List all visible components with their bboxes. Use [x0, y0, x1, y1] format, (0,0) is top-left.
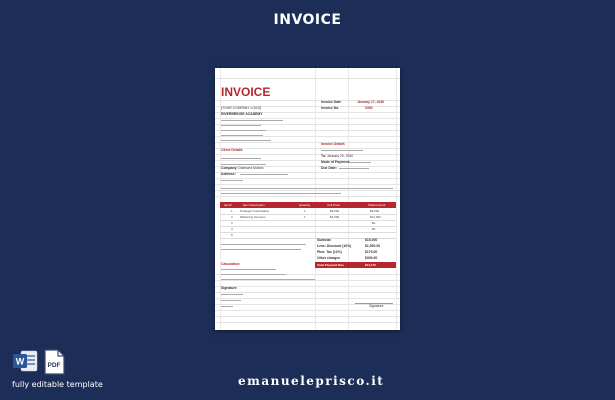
total-due-bar — [315, 262, 396, 268]
client-address: Address: — [221, 172, 236, 176]
discount-label: Less: Discount (10%) — [317, 244, 352, 248]
row-total: $0 — [372, 227, 376, 231]
client-section-label: Client Details — [221, 148, 243, 152]
invoice-heading: INVOICE — [221, 85, 271, 99]
brand-logo-text[interactable]: emanueleprisco.it — [238, 374, 385, 388]
col-description: Item Description — [243, 203, 265, 207]
client-line — [221, 178, 251, 182]
total-due-value: $14,175 — [365, 263, 376, 267]
row-total: $0 — [372, 221, 376, 225]
col-total: Total Amount — [368, 203, 386, 207]
row-desc: Marketing Services — [240, 215, 266, 219]
col-item: Item# — [224, 203, 232, 207]
details-line — [339, 166, 379, 170]
invoice-date-value: January 17, 2030 — [357, 100, 385, 104]
client-company: Company: Diamond Motors — [221, 166, 264, 170]
details-line — [321, 148, 381, 152]
invoice-details-label: Invoice Details — [321, 142, 345, 146]
details-mode: Mode of Payment: — [321, 160, 351, 164]
invoice-date-label: Invoice Date — [321, 100, 341, 104]
client-line — [240, 172, 290, 176]
row-item: 3 — [231, 221, 233, 225]
row-item: 1 — [231, 209, 233, 213]
footer-signature: Signature — [369, 304, 384, 308]
row-total: $12,000 — [370, 215, 381, 219]
row-qty: 1 — [304, 215, 306, 219]
disclaimer-lines — [221, 242, 311, 254]
signature-line — [355, 303, 393, 304]
row-price: $4,000 — [330, 215, 340, 219]
tax-label: Plus: Tax (12%) — [317, 250, 342, 254]
col-unit-price: Unit Price — [327, 203, 341, 207]
row-price: $5,000 — [330, 209, 340, 213]
subtotal-label: Subtotal — [317, 238, 331, 242]
signature-lines — [221, 292, 251, 308]
invoice-document — [215, 68, 400, 330]
row-total: $5,000 — [370, 209, 380, 213]
calculation-label: Calculation: — [221, 262, 241, 266]
invoice-no-label: Invoice No. — [321, 106, 340, 110]
subtotal-value: $15,000 — [365, 238, 378, 242]
calculation-lines — [221, 267, 317, 281]
other-charges-value: $300.00 — [365, 256, 378, 260]
row-item: 2 — [231, 215, 233, 219]
discount-value: $1,500.00 — [365, 244, 381, 248]
page-title: INVOICE — [273, 12, 342, 28]
pdf-file-icon — [43, 349, 65, 375]
details-line — [349, 160, 379, 164]
company-address-lines — [221, 118, 301, 144]
row-desc: Strategic Consultation — [240, 209, 270, 213]
editable-template-text: fully editable template — [12, 380, 103, 389]
row-qty: 1 — [304, 209, 306, 213]
signature-label: Signature — [221, 286, 237, 290]
company-logo-placeholder: [YOUR COMPANY LOGO] — [221, 106, 262, 110]
file-format-icons — [12, 349, 72, 375]
tax-value: $175.00 — [365, 250, 378, 254]
client-line — [221, 156, 271, 160]
total-due-label: Total Payment Due — [317, 263, 344, 267]
details-to: To: January 20, 2030 — [321, 154, 354, 158]
other-charges-label: Other charges — [317, 256, 340, 260]
details-due: Due Date: — [321, 166, 337, 170]
svg-text:W: W — [15, 356, 25, 367]
invoice-no-value: 0393 — [365, 106, 373, 110]
col-quantity: Quantity — [299, 203, 311, 207]
word-file-icon — [12, 349, 38, 373]
row-item: 5 — [231, 233, 233, 237]
row-item: 4 — [231, 227, 233, 231]
company-name: RIVERBRIDGE ACADEMY — [221, 112, 263, 116]
notes-lines — [221, 186, 395, 196]
pdf-label: PDF — [47, 362, 61, 369]
